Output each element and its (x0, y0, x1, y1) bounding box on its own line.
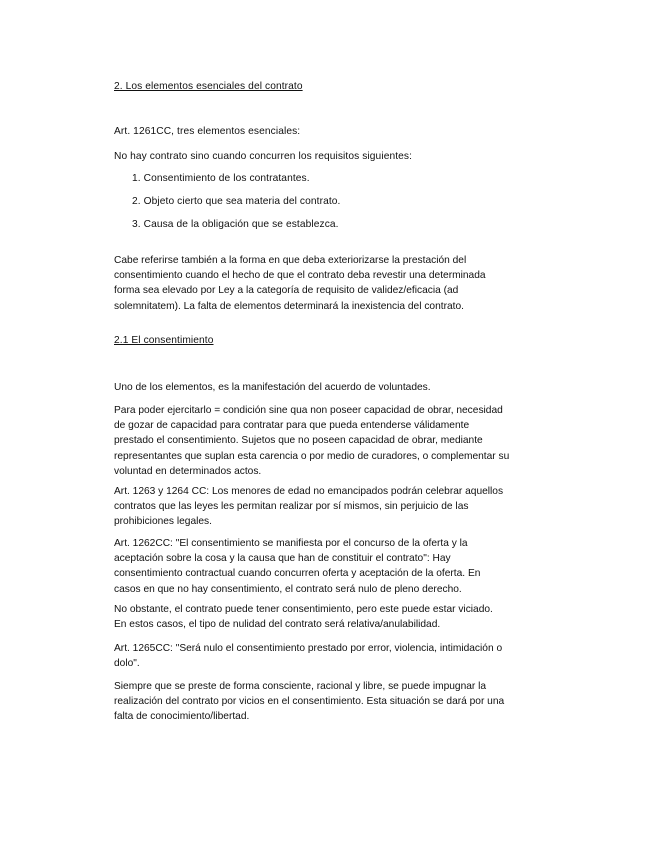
paragraph-line: prohibiciones legales. (114, 516, 212, 528)
requisito-item: 2. Objeto cierto que sea materia del contrato. (132, 196, 341, 207)
paragraph-line: solemnitatem). La falta de elementos determinará la inexistencia del contrato. (114, 300, 464, 312)
paragraph (114, 380, 431, 395)
paragraph-line: aceptación sobre la cosa y la causa que han de constituir el contrato": Hay (114, 553, 451, 565)
paragraph-line: falta de conocimiento/libertad. (114, 711, 250, 723)
paragraph-line: Uno de los elementos, es la manifestación del acuerdo de voluntades. (114, 382, 431, 393)
paragraph (114, 679, 504, 725)
paragraph-line: prestado el consentimiento. Sujetos que no poseen capacidad de obrar, mediante (114, 435, 483, 447)
paragraph-line: voluntad en determinados actos. (114, 465, 262, 477)
paragraph-line: dolo". (114, 658, 140, 670)
paragraph-line: Para poder ejercitarlo = condición sine qua non poseer capacidad de obrar, necesidad (114, 405, 503, 416)
paragraph-line: Siempre que se preste de forma consciente, racional y libre, se puede impugnar la (114, 681, 487, 692)
paragraph-line: En estos casos, el tipo de nulidad del contrato será relativa/anulabilidad. (114, 619, 441, 631)
paragraph-line: No obstante, el contrato puede tener consentimiento, pero este puede estar viciado. (114, 604, 493, 615)
paragraph-line: Art. 1263 y 1264 CC: Los menores de edad no emancipados podrán celebrar aquellos (114, 486, 504, 497)
paragraph (114, 536, 480, 597)
paragraph (114, 403, 509, 479)
paragraph-line: consentimiento contractual cuando concurren oferta y aceptación de la oferta. En (114, 568, 481, 580)
paragraph-line: consentimiento cuando el hecho de que el contrato deba revestir una determinada (114, 270, 486, 282)
paragraph-line: casos en que no hay consentimiento, el contrato será nulo de pleno derecho. (114, 583, 462, 595)
paragraph-line: de gozar de capacidad para contratar para que pueda entenderse válidamente (114, 420, 470, 432)
no-hay-line: No hay contrato sino cuando concurren los requisitos siguientes: (114, 151, 413, 162)
paragraph (114, 602, 493, 632)
paragraph-line: Art. 1265CC: "Será nulo el consentimiento prestado por error, violencia, intimidación o (114, 643, 503, 654)
art-1261-line: Art. 1261CC, tres elementos esenciales: (114, 126, 301, 137)
paragraph-line: representantes que suplan esta carencia o por medio de curadores, o complementar su (114, 450, 510, 462)
requisito-item: 1. Consentimiento de los contratantes. (132, 173, 310, 184)
paragraph-line: Cabe referirse también a la forma en que deba exteriorizarse la prestación del (114, 255, 467, 266)
requisito-item: 3. Causa de la obligación que se establezca. (132, 219, 339, 230)
paragraph-line: Art. 1262CC: "El consentimiento se manifiesta por el concurso de la oferta y la (114, 538, 468, 549)
paragraph (114, 641, 502, 671)
section-title: 2. Los elementos esenciales del contrato (114, 81, 303, 92)
forma-paragraph (114, 253, 486, 314)
paragraph-line: forma sea elevado por Ley a la categoría de requisito de validez/eficacia (ad (114, 285, 459, 297)
paragraph-line: contratos que las leyes les permitan realizar por sí mismos, sin perjuicio de las (114, 501, 469, 513)
paragraph-line: realización del contrato por vicios en el consentimiento. Esta situación se dará por una (114, 696, 505, 708)
subsection-title: 2.1 El consentimiento (114, 335, 214, 346)
paragraph (114, 484, 503, 530)
